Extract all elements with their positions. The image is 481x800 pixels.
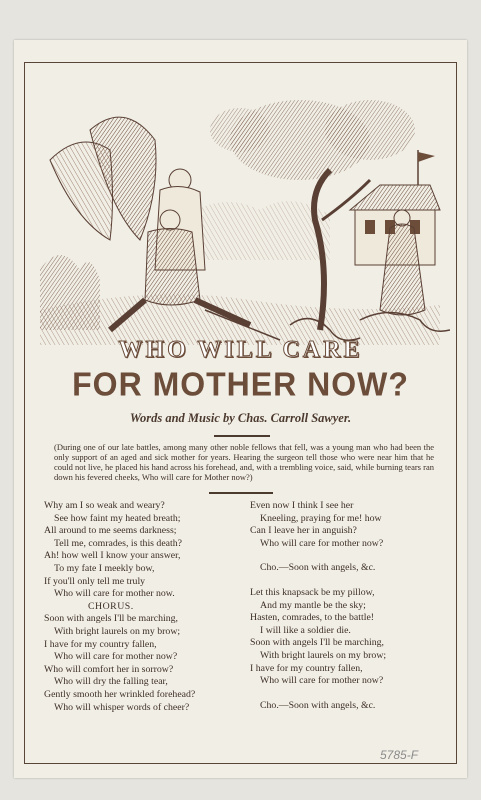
lyric-line: I have for my country fallen, bbox=[250, 662, 363, 674]
stanza-gap bbox=[250, 688, 460, 700]
lyric-line: Who will comfort her in sorrow? bbox=[44, 663, 174, 675]
broadside-sheet bbox=[14, 40, 467, 778]
intro-paragraph: (During one of our late battles, among many other noble fellows that fell, was a young man who had been the only support of an aged and sick mother for years. Hearing the surgeon tell those who were near him that he could not live, he placed his hand across his forehead, and, with a trembling voice, said, while burning tears ran down his fevered cheeks, Who will care for Mother now?) bbox=[54, 442, 434, 482]
chorus-heading: CHORUS. bbox=[88, 600, 134, 612]
lyrics-left-column bbox=[44, 500, 254, 714]
lyric-line: Tell me, comrades, is this death? bbox=[54, 537, 182, 549]
lyric-line: Why am I so weak and weary? bbox=[44, 500, 165, 511]
lyric-line: I have for my country fallen, bbox=[44, 638, 157, 650]
lyric-line: Kneeling, praying for me! how bbox=[260, 512, 382, 524]
lyric-line: Hasten, comrades, to the battle! bbox=[250, 612, 375, 624]
lyric-line: Who will care for mother now? bbox=[260, 675, 384, 687]
lyric-line: Soon with angels I'll be marching, bbox=[250, 637, 384, 649]
engraved-illustration bbox=[30, 70, 450, 360]
lyric-line: See how faint my heated breath; bbox=[54, 512, 181, 524]
lyric-line: If you'll only tell me truly bbox=[44, 575, 146, 587]
lyric-line: Who will care for mother now? bbox=[260, 537, 384, 549]
lyric-line: And my mantle be the sky; bbox=[260, 599, 366, 611]
lyric-line: Ah! how well I know your answer, bbox=[44, 550, 181, 562]
lyric-line: With bright laurels on my brow; bbox=[54, 625, 181, 637]
stanza-gap bbox=[250, 550, 460, 562]
title-line-2: FOR MOTHER NOW? bbox=[72, 365, 409, 403]
lyric-line: Can I leave her in anguish? bbox=[250, 525, 357, 537]
stanza-gap bbox=[250, 575, 460, 587]
lyric-line: Even now I think I see her bbox=[250, 500, 354, 511]
lyrics-right-column bbox=[250, 500, 460, 712]
lyric-line: Let this knapsack be my pillow, bbox=[250, 586, 375, 598]
chorus-reference: Cho.—Soon with angels, &c. bbox=[260, 699, 376, 711]
lyric-line: Who will care for mother now? bbox=[54, 651, 178, 663]
lyric-line: With bright laurels on my brow; bbox=[260, 649, 387, 661]
byline: Words and Music by Chas. Carroll Sawyer. bbox=[129, 411, 352, 425]
lyric-line: Who will whisper words of cheer? bbox=[54, 701, 190, 713]
lyric-line: To my fate I meekly bow, bbox=[54, 562, 155, 574]
lyric-line: Who will care for mother now. bbox=[54, 588, 175, 600]
title-line-1: WHO WILL CARE bbox=[118, 337, 363, 363]
lyric-line: Soon with angels I'll be marching, bbox=[44, 613, 178, 625]
lyric-line: All around to me seems darkness; bbox=[44, 525, 177, 537]
lyric-line: Gently smooth her wrinkled forehead? bbox=[44, 688, 196, 700]
lyric-line: I will like a soldier die. bbox=[260, 624, 351, 636]
divider-rule bbox=[209, 492, 273, 494]
chorus-reference: Cho.—Soon with angels, &c. bbox=[260, 562, 376, 574]
lyric-line: Who will dry the falling tear, bbox=[54, 676, 168, 688]
divider-rule bbox=[214, 435, 270, 437]
catalog-pencil-mark: 5785-F bbox=[380, 748, 419, 762]
